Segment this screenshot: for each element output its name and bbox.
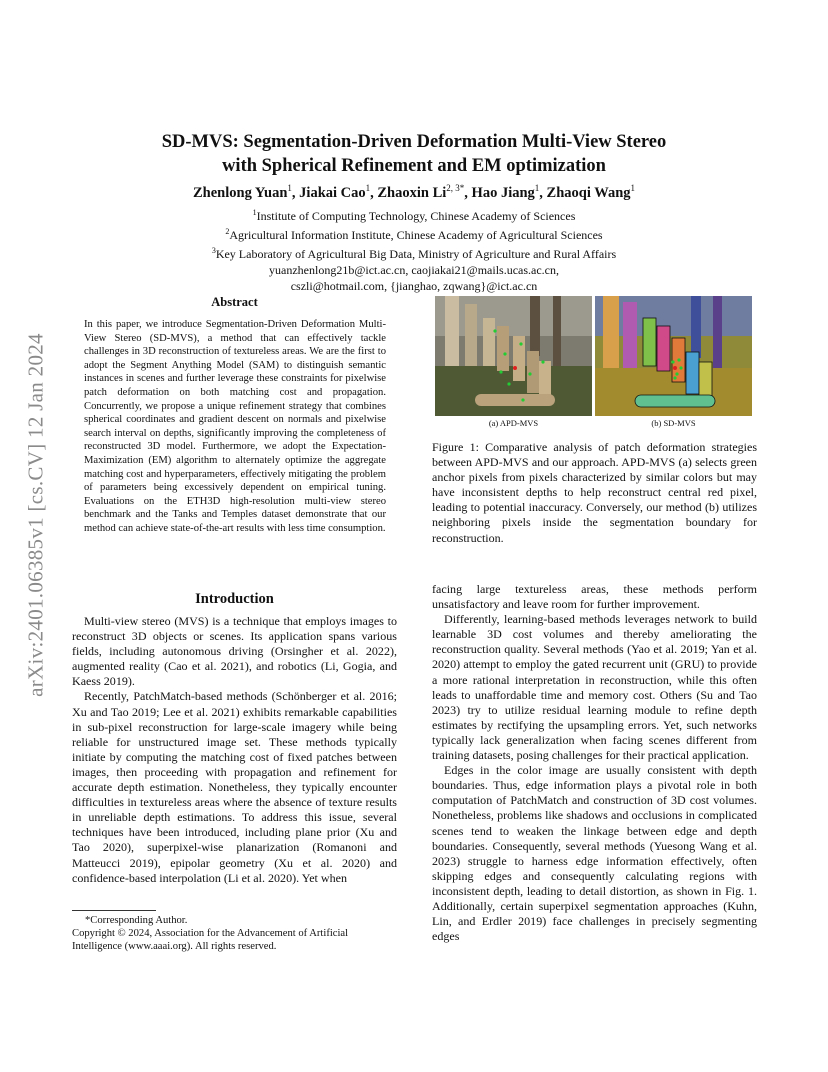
author-name: Zhenlong Yuan — [192, 184, 288, 201]
intro-paragraph: Multi-view stereo (MVS) is a technique that employs images to reconstruct 3D objects or scenes. Its application spans various fields, including autonomous driving (Orsingher et al. 2022), augmented reality (Cao et al. 2021), and robotics (Li, Gogia, and Kaess 2019). — [72, 614, 397, 689]
footnote — [72, 914, 397, 953]
author-affil-mark: 1 — [365, 183, 371, 193]
footnote-rule — [72, 910, 156, 911]
affiliation-line: $^3$Key Laboratory of Agricultural Big Data, Ministry of Agriculture and Rural Affairs — [211, 246, 617, 261]
figure-image-apd-mvs — [435, 296, 592, 416]
author-affil-mark: 1 — [287, 183, 292, 193]
arxiv-id-text: arXiv:2401.06385v1 [cs.CV] 12 Jan 2024 — [23, 333, 48, 697]
figure-caption: Figure 1: Comparative analysis of patch deformation strategies between APD-MVS and our approach. APD-MVS (a) selects green anchor pixels from pixels characterized by similar colors but may have inconsistent depths to help reconstruct central red pixel, leading to potential inaccuracy. Conversely, our method (b) utilizes neighboring pixels inside the segmentation boundary for reconstruction. — [432, 440, 757, 545]
subcaption-b: (b) SD-MVS — [651, 418, 696, 428]
email-line-1: yuanzhenlong21b@ict.ac.cn, caojiakai21@mails.ucas.ac.cn, — [269, 263, 559, 277]
body-paragraph: Differently, learning-based methods leverages network to build learnable 3D cost volumes and thereby ameliorating the reconstruction quality. Several methods (Yao et al. 2019; Yan et al. 2020) attempt to employ the gated recurrent unit (GRU) to provide a more rational interpretation in reconstruction, while this often leads to unaffordable time and memory cost. Others (Su and Tao 2023) try to utilize residual learning module to refine depth estimates by rectifying the upsampling errors. Yet, such networks typically lack generalization when facing scenes different from training datasets, posing challenges for their practical application. — [432, 612, 757, 763]
body-paragraph: Edges in the color image are usually consistent with depth boundaries. Thus, edge information plays a pivotal role in both computation of PatchMatch and construction of 3D cost volumes. Nonetheless, problems like shadows and occlusions in complicated scenes tend to weaken the linkage between edge and depth boundaries. Consequently, several methods (Yuesong Wang et al. 2023) struggle to harness edge information effectively, often skipping edges and consequently calculating regions with inconsistent depth, leading to detail distortion, as shown in Fig. 1. Additionally, certain superpixel segmentation approaches (Kuhn, Lin, and Erdler 2019) face challenges in precisely segmenting edges — [432, 763, 757, 944]
affiliations — [100, 205, 728, 294]
corresponding-author-note: *Corresponding Author. — [85, 915, 188, 926]
author-affil-mark: 2, 3* — [446, 183, 465, 193]
author-name: Hao Jiang — [471, 184, 535, 201]
email-line-2: cszli@hotmail.com, {jianghao, zqwang}@ict.ac.cn — [290, 279, 538, 293]
subcaption-a: (a) APD-MVS — [488, 418, 539, 428]
introduction-heading: Introduction — [195, 591, 274, 607]
introduction-body — [72, 614, 397, 886]
author-affil-mark: 1 — [534, 183, 540, 193]
author-name: Zhaoqi Wang — [546, 184, 631, 201]
author-affil-mark: 1 — [630, 183, 636, 193]
body-paragraph: facing large textureless areas, these methods perform unsatisfactory and leave room for further improvement. — [432, 582, 757, 612]
figure-image-sd-mvs — [595, 296, 752, 416]
right-column-body — [432, 582, 757, 944]
affiliation-line: $^1$Institute of Computing Technology, Chinese Academy of Sciences — [252, 208, 576, 223]
figure-a-illustration — [435, 296, 592, 416]
title-line-2: with Spherical Refinement and EM optimization — [222, 156, 606, 176]
title-line-1: SD-MVS: Segmentation-Driven Deformation Multi-View Stereo — [161, 132, 667, 152]
paper-title — [100, 130, 728, 178]
author-name: Zhaoxin Li — [377, 184, 447, 201]
abstract-heading: Abstract — [211, 295, 258, 309]
author-name: Jiakai Cao — [299, 184, 366, 201]
figure-b-illustration — [595, 296, 752, 416]
arxiv-identifier — [18, 290, 54, 740]
abstract-text: In this paper, we introduce Segmentation-Driven Deformation Multi-View Stereo (SD-MVS), a method that can effectively tackle challenges in 3D reconstruction of textureless areas. We are the first to adopt the Segment Anything Model (SAM) to distinguish semantic instances in scenes and further leverage these constraints for pixelwise patch deformation on both matching cost and propagation. Concurrently, we propose a unique refinement strategy that combines spherical coordinates and gradient descent on normals and pixelwise search interval on depths, significantly improving the completeness of reconstructed 3D model. Furthermore, we adopt the Expectation-Maximization (EM) algorithm to alternately optimize the aggregate matching cost and hyperparameters, effectively mitigating the problem of parameters being excessively dependent on empirical tuning. Evaluations on the ETH3D high-resolution multi-view stereo benchmark and the Tanks and Temples dataset demonstrate that our method can achieve state-of-the-art results with less time consumption. — [84, 319, 386, 534]
affiliation-line: $^2$Agricultural Information Institute, Chinese Academy of Agricultural Sciences — [225, 227, 603, 242]
author-list: Zhenlong Yuan$^1$, Jiakai Cao$^1$, Zhaoxin $Li^{2, 3*}$, Hao Jiang$^1$, Zhaoqi Wang$^1$ — [192, 183, 636, 201]
copyright-note: Copyright © 2024, Association for the Advancement of Artificial Intelligence (www.aaai.org). All rights reserved. — [72, 928, 349, 952]
intro-paragraph: Recently, PatchMatch-based methods (Schönberger et al. 2016; Xu and Tao 2019; Lee et al. 2021) exhibits remarkable capabilities in sub-pixel reconstruction for large-scale imagery while being reliable for unstructured image set. These methods typically initiate by computing the matching cost of fixed patches between images, then proceeding with propagation and refinement for accurate depth estimation. Nonetheless, they typically encounter difficulties in textureless areas where the absence of texture results in unreliable depth estimations. To address this issue, several techniques have been introduced, including plane prior (Xu and Tao 2020), superpixel-wise planarization (Romanoni and Matteucci 2019), epipolar geometry (Xu et al. 2020) and confidence-based interpolation (Li et al. 2020). Yet when — [72, 689, 397, 885]
